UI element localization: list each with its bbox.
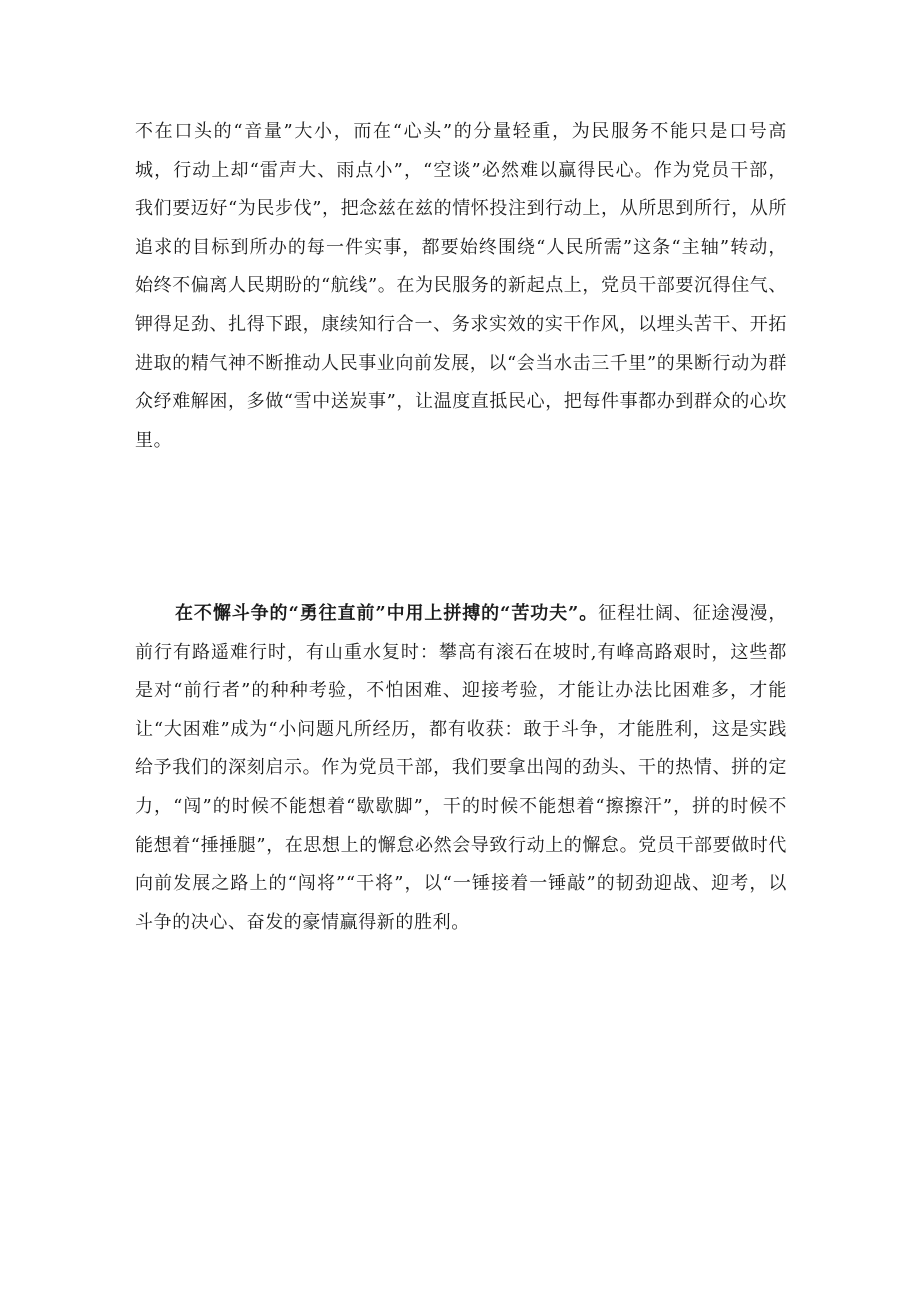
paragraph-2 <box>135 595 787 942</box>
paragraph-2-body: 征程壮阔、征途漫漫，前行有路遥难行时，有山重水复时：攀高有滚石在坡时,有峰高路艰时，这些都是对“前行者”的种种考验，不怕困难、迎接考验，才能让办法比困难多，才能让“大困难”成为“小问题凡所经历，都有收获：敢于斗争，才能胜利，这是实践给予我们的深刻启示。作为党员干部，我们要拿出闯的劲头、干的热情、拼的定力，“闯”的时候不能想着“歇歇脚”，干的时候不能想着“擦擦汗”，拼的时候不能想着“捶捶腿”，在思想上的懈怠必然会导致行动上的懈怠。党员干部要做时代向前发展之路上的“闯将”“干将”，以“一锤接着一锤敲”的韧劲迎战、迎考，以斗争的决心、奋发的豪情赢得新的胜利。 <box>135 603 788 933</box>
paragraph-1: 不在口头的“音量”大小，而在“心头”的分量轻重，为民服务不能只是口号高城，行动上却“雷声大、雨点小”，“空谈”必然难以赢得民心。作为党员干部，我们要迈好“为民步伐”，把念兹在兹的情怀投注到行动上，从所思到所行，从所追求的目标到所办的每一件实事，都要始终围绕“人民所需”这条“主轴”转动，始终不偏离人民期盼的“航线”。在为民服务的新起点上，党员干部要沉得住气、钾得足劲、扎得下跟，康续知行合一、务求实效的实干作风，以埋头苦干、开拓进取的精气神不断推动人民事业向前发展，以“会当水击三千里”的果断行动为群众纾难解困，多做“雪中送炭事”，让温度直抵民心，把每件事都办到群众的心坎里。 <box>135 121 788 451</box>
paragraph-2-lead-sentence: 在不懈斗争的“勇往直前”中用上拼搏的“苦功夫”。 <box>175 603 599 624</box>
